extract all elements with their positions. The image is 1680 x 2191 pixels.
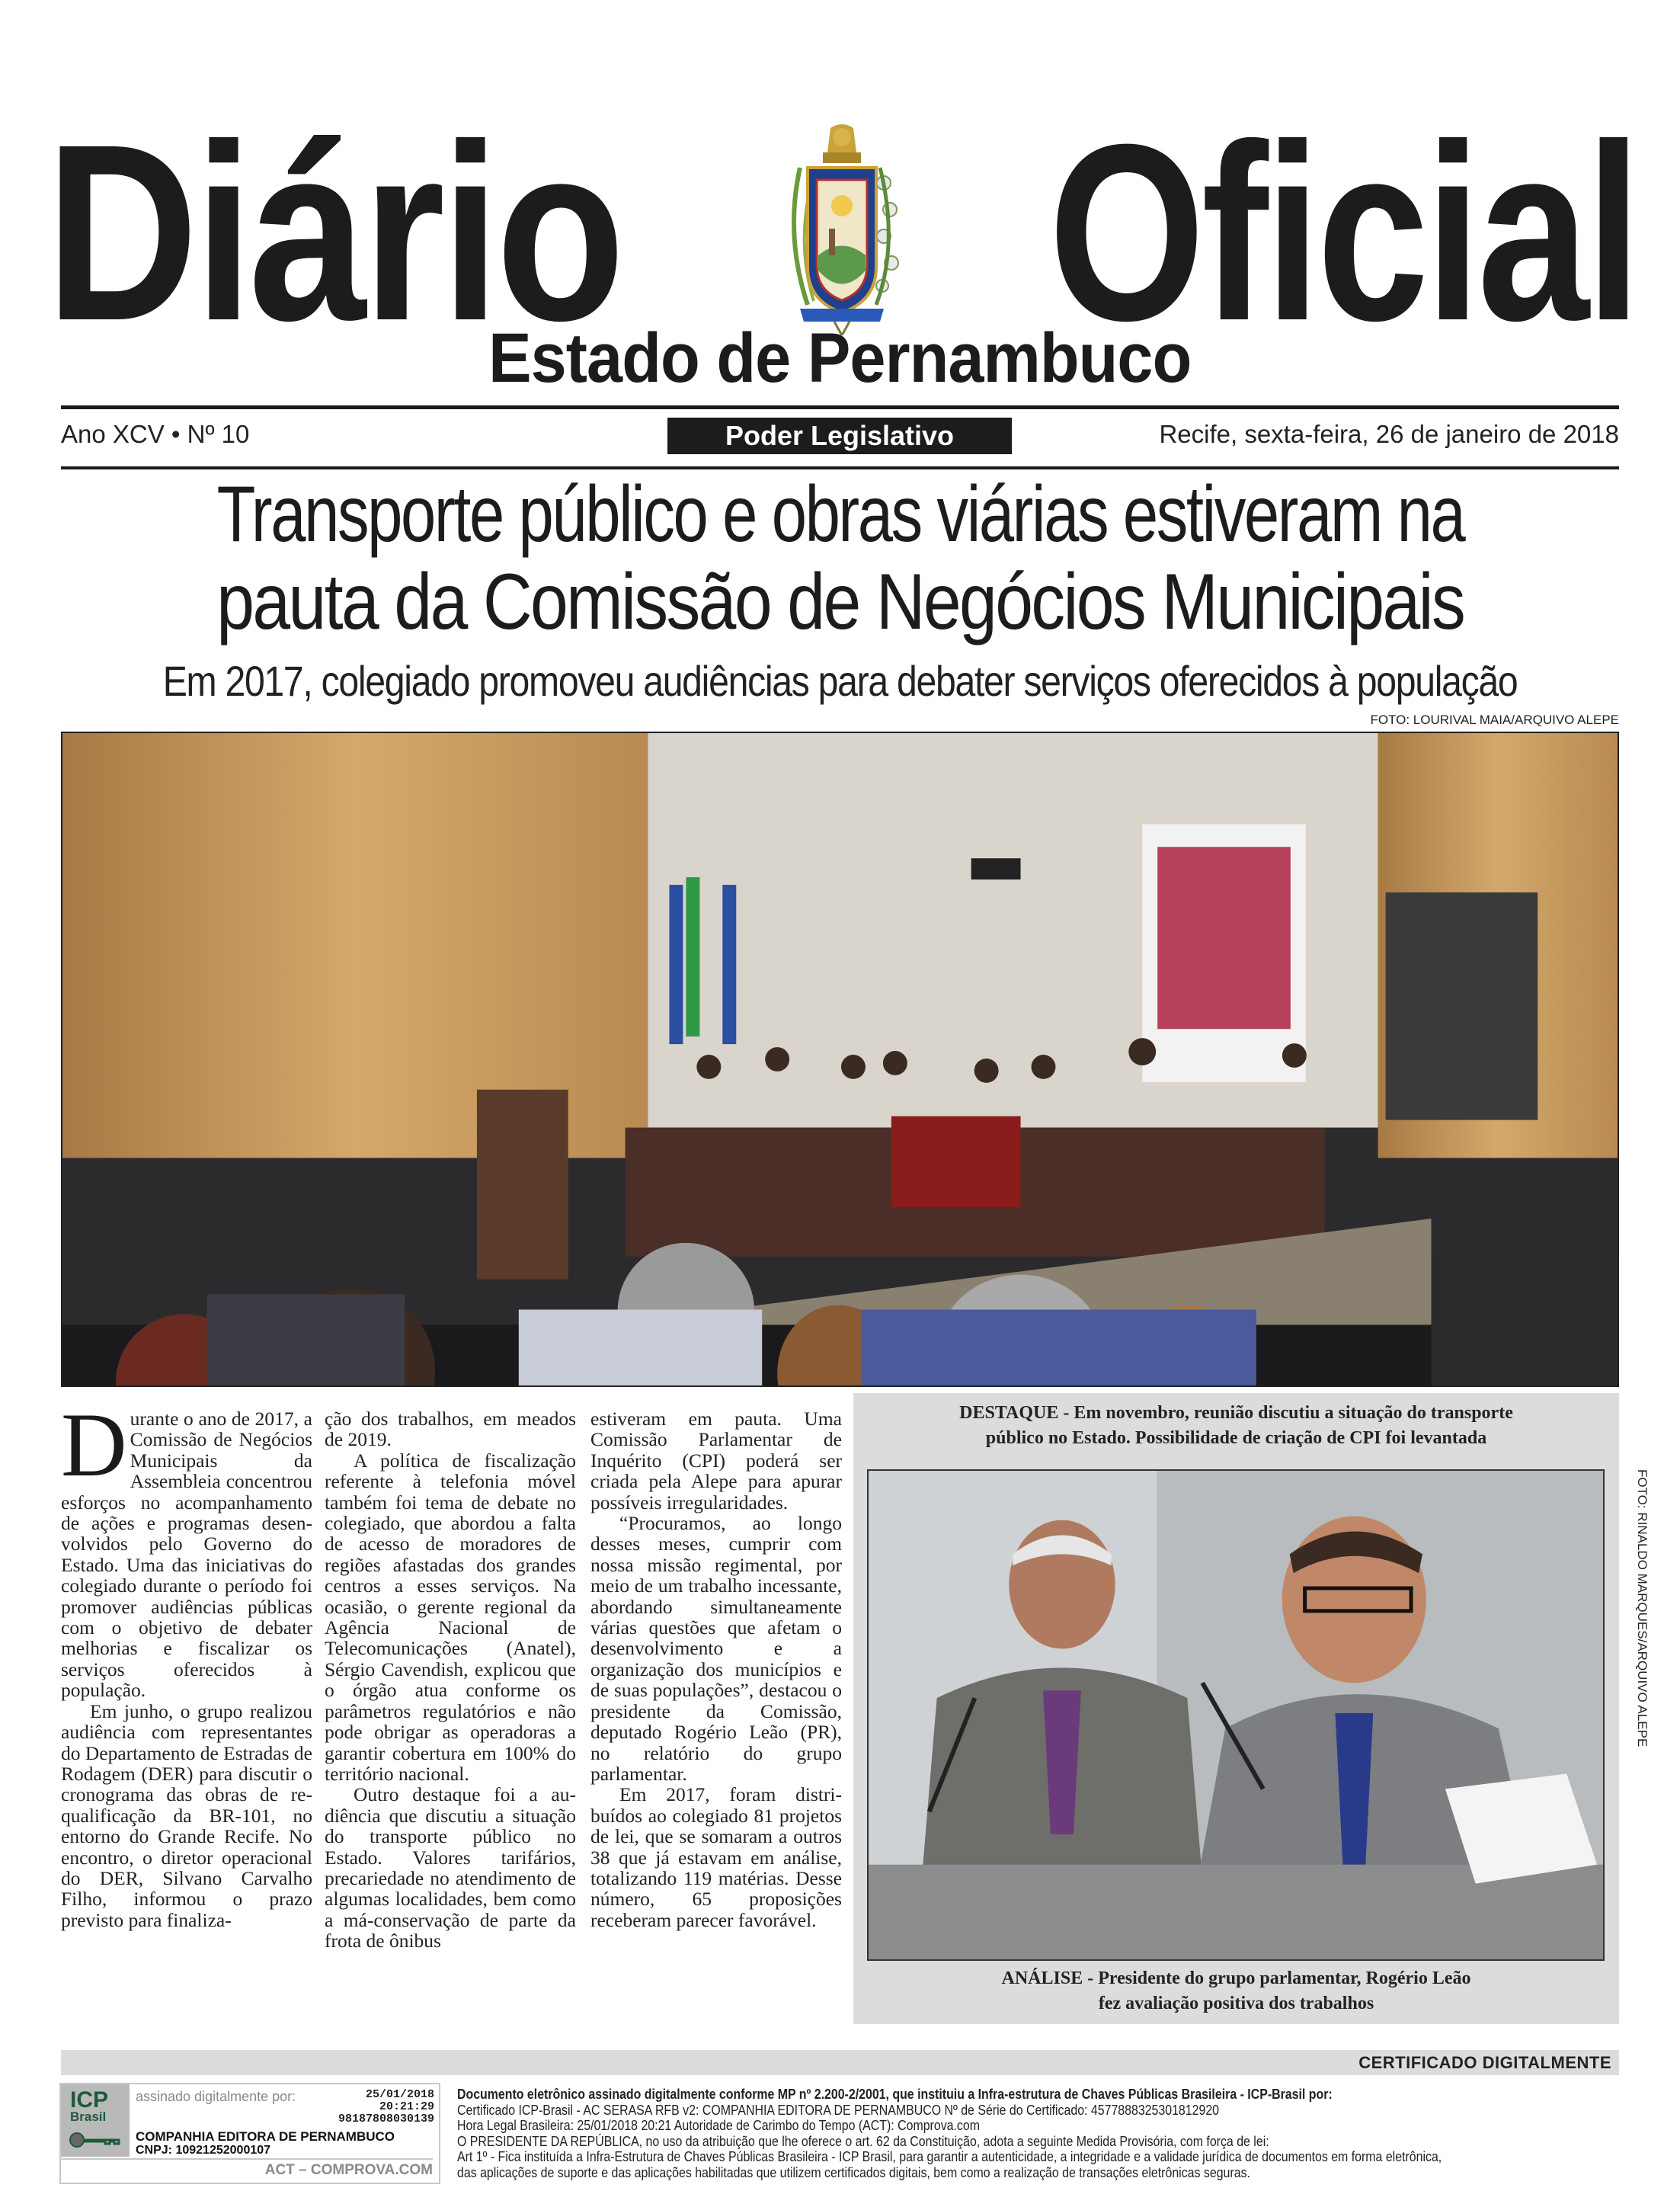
signer-company: COMPANHIA EDITORA DE PERNAMBUCO xyxy=(136,2129,395,2144)
side-photo-credit-text: FOTO: RINALDO MARQUES/ARQUIVO ALEPE xyxy=(1635,1469,1650,1747)
caption-analise xyxy=(853,1966,1619,2016)
signature-serial: 98187808030139 xyxy=(338,2113,434,2125)
article-column-2 xyxy=(325,1408,576,1952)
main-photo-audience xyxy=(61,732,1619,1387)
legal-line-row xyxy=(457,2118,1630,2134)
paragraph: ção dos trabalhos, em meados de 2019. xyxy=(325,1408,576,1451)
certification-bar xyxy=(61,2050,1619,2075)
edition-number: Ano XCV • Nº 10 xyxy=(61,420,250,448)
masthead-title-left: Diário xyxy=(46,91,622,373)
masthead-subtitle-text: Estado de Pernambuco xyxy=(488,319,1192,397)
legal-line: Hora Legal Brasileira: 25/01/2018 20:21 Autoridade de Carimbo do Tempo (ACT): Comprova.com xyxy=(457,2117,980,2133)
legal-lead-row xyxy=(457,2087,1630,2103)
coat-of-arms-icon xyxy=(770,122,914,335)
drop-cap: D xyxy=(61,1394,127,1495)
subheadline xyxy=(0,657,1680,706)
signature-date: 25/01/2018 xyxy=(365,2088,434,2101)
legal-line-row xyxy=(457,2149,1630,2165)
paragraph: A política de fiscalização referente à telefonia móvel também foi tema de debate no colegiado, que abordou a falta de acesso de moradores de regiões afastadas dos grandes centros a esses serviços. Na ocasião, o gerente regional da Agência Nacional de Telecomunicações (Anatel), Sérgio Cavendish, explicou que o órgão atua conforme os parâmetros regulatórios e não pode obrigar as operadoras a garantir cobertura em 100% do território nacional. xyxy=(325,1449,576,1785)
icp-logo-subtext: Brasil xyxy=(70,2109,107,2124)
caption-line: ANÁLISE - Presidente do grupo parlamentar, Rogério Leão xyxy=(1001,1968,1471,1988)
paragraph: “Procuramos, ao longo desses meses, cumprir com nossa missão regimental, por meio de um trabalho incessante, abordando simultaneamente várias questões que afetam o desenvolvimento e a organização dos municípios e de suas populações”, destacou o presidente da Comissão, deputado Rogério Leão (PR), no relatório do grupo parlamentar. xyxy=(590,1512,842,1785)
signature-time: 20:21:29 xyxy=(379,2100,434,2113)
caption-line: público no Estado. Possibilidade de criação de CPI foi levantada xyxy=(985,1428,1487,1448)
side-photo-illustration xyxy=(869,1471,1603,1959)
paragraph: Em junho, o grupo realizou audiência com representantes do Departamento de Estradas de Rodagem (DER) para discutir o cronograma das obras de requalificação da BR-101, no entorno do Grande Recife. No encontro, o diretor operacional do DER, Silvano Carvalho Filho, informou o prazo previsto para finaliza- xyxy=(61,1699,312,1931)
subheadline-text: Em 2017, colegiado promoveu audiências para debater serviços oferecidos à população xyxy=(162,657,1518,705)
legal-notice xyxy=(457,2087,1630,2180)
legal-line-row xyxy=(457,2134,1630,2150)
legal-line: Certificado ICP-Brasil - AC SERASA RFB v2: COMPANHIA EDITORA DE PERNAMBUCO Nº de Série do Certificado: 4577888325301812920 xyxy=(457,2101,1220,2118)
side-photo-speakers xyxy=(867,1469,1605,1961)
article-column-1 xyxy=(61,1394,312,1931)
divider xyxy=(61,405,1619,409)
headline-line-2 xyxy=(0,560,1680,644)
signed-by-label: assinado digitalmente por: xyxy=(136,2089,296,2104)
dateline: Recife, sexta-feira, 26 de janeiro de 2018 xyxy=(1159,420,1619,448)
article-column-3 xyxy=(590,1408,842,1930)
legal-lead: Documento eletrônico assinado digitalmente conforme MP nº 2.200-2/2001, que instituiu a Infra-estrutura de Chaves Públicas Brasileira - ICP-Brasil por: xyxy=(457,2086,1333,2102)
masthead-title-right: Oficial xyxy=(1048,91,1638,373)
headline-line-2-text: pauta da Comissão de Negócios Municipais xyxy=(216,558,1464,646)
paragraph: estiveram em pauta. Uma Comissão Parlamentar de Inquérito (CPI) poderá ser criada pela Alepe para apurar possíveis irregularidades. xyxy=(590,1408,842,1514)
masthead-subtitle xyxy=(0,320,1680,396)
section-badge: Poder Legislativo xyxy=(667,418,1012,454)
main-photo-credit: FOTO: LOURIVAL MAIA/ARQUIVO ALEPE xyxy=(1370,713,1619,727)
legal-line-row xyxy=(457,2103,1630,2119)
caption-line: fez avaliação positiva dos trabalhos xyxy=(1098,1994,1374,2013)
legal-line-row xyxy=(457,2165,1630,2181)
divider xyxy=(61,466,1619,469)
timestamp-authority: ACT – COMPROVA.COM xyxy=(61,2158,433,2181)
side-photo-credit xyxy=(1633,1469,1648,1961)
caption-line: DESTAQUE - Em novembro, reunião discutiu a situação do transporte xyxy=(959,1403,1513,1423)
icp-logo-text: ICP xyxy=(70,2087,109,2113)
legal-line: das aplicações de suporte e das aplicações habilitadas que utilizem certificados digitais, bem como a realização de transações eletrônicas seguras. xyxy=(457,2164,1250,2180)
headline-line-1-text: Transporte público e obras viárias estiveram na xyxy=(216,470,1464,559)
icp-brasil-logo xyxy=(61,2084,130,2157)
paragraph: Em 2017, foram distribuídos ao colegiado 81 projetos de lei, que se somaram a outros 38 que já estavam em análise, totalizando 119 matérias. Desse número, 65 proposições receberam parecer favorável. xyxy=(590,1783,842,1931)
certification-label: CERTIFICADO DIGITALMENTE xyxy=(1358,2053,1611,2072)
legal-line: O PRESIDENTE DA REPÚBLICA, no uso da atribuição que lhe oferece o art. 62 da Constituição, adota a seguinte Medida Provisória, com força de lei: xyxy=(457,2132,1269,2149)
signature-meta xyxy=(338,2089,434,2125)
key-icon xyxy=(69,2130,122,2150)
digital-signature-stamp xyxy=(59,2083,440,2184)
paragraph: urante o ano de 2017, a Comissão de Negócios Municipais da Assembleia concentrou esforços no acompanhamento de ações e programas desenvolvidos pelo Governo do Estado. Uma das iniciativas do colegiado durante o período foi promover audiências públicas com o objetivo de debater melhorias e fiscalizar os serviços oferecidos à população. xyxy=(61,1408,312,1702)
caption-destaque xyxy=(853,1401,1619,1451)
headline-line-1 xyxy=(0,470,1680,559)
paragraph: Outro destaque foi a audiência que discutiu a situação do transporte público no Estado. Valores tarifários, precariedade no atendimento de algumas localidades, bem como a má-conservação de parte da frota de ônibus xyxy=(325,1783,576,1952)
main-photo-illustration xyxy=(62,733,1618,1385)
signer-cnpj: CNPJ: 10921252000107 xyxy=(136,2144,271,2157)
legal-line: Art 1º - Fica instituída a Infra-Estrutura de Chaves Públicas Brasileira - ICP Brasil, para garantir a autenticidade, a integridade e a validade jurídica de documentos em forma eletrônica, xyxy=(457,2148,1442,2164)
photo-sidebar xyxy=(853,1393,1650,2024)
